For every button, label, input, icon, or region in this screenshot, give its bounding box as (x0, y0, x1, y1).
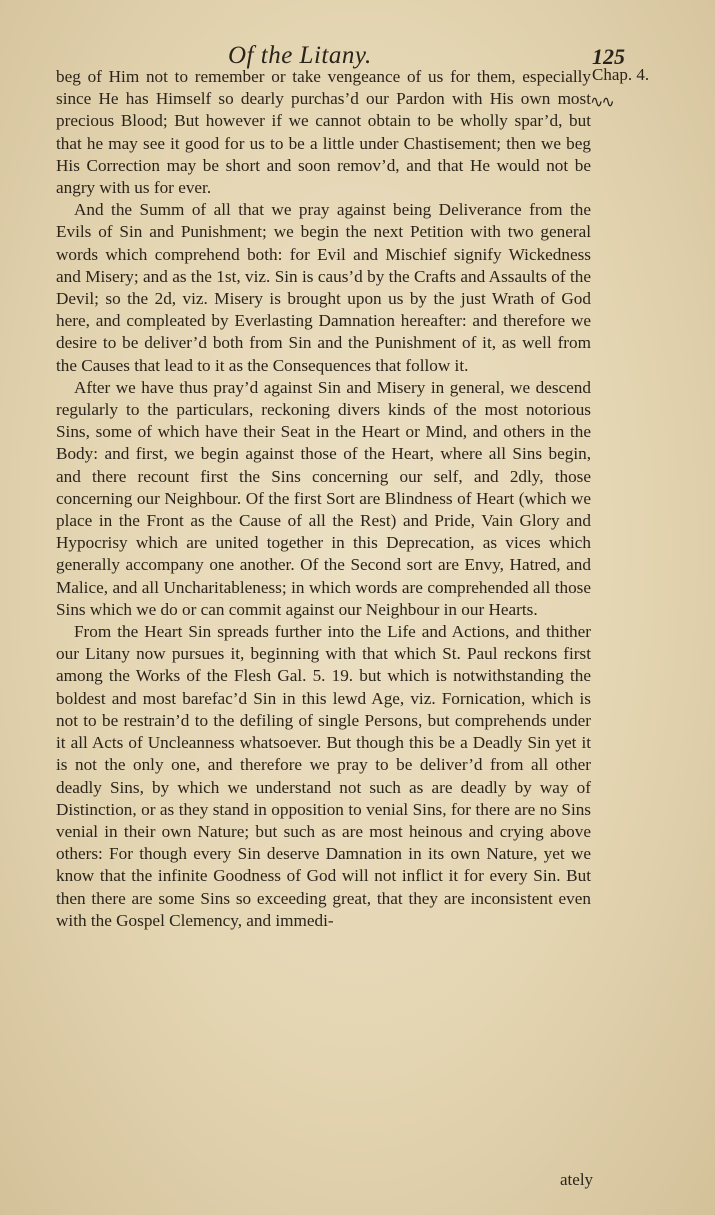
running-title: Of the Litany. (228, 42, 372, 69)
catchword: ately (560, 1170, 594, 1189)
paragraph: From the Heart Sin spreads further into the Life and Actions, and thither our Litany now pursues it, beginning with that which St. Paul reckons first among the Works of the Flesh Gal. 5. 19. but which is notwithstanding the boldest and most barefac’d Sin in this lewd Age, viz. Fornication, which is not to be restrain’d to the defiling of single Persons, but comprehends under it all Acts of Uncleanness whatsoever. But though this be a Deadly Sin yet it is not the only one, and therefore we pray to be deliver’d from all other deadly Sins, by which we understand not such as are deadly by way of Distinction, or as they stand in opposition to venial Sins, for there are no Sins venial in their own Nature; but such as are most heinous and crying above others: For though every Sin deserve Damnation in its own Nature, yet we know that the infinite Goodness of God will not inflict it for every Sin. But then there are some Sins so exceeding great, that they are inconsistent even with the Gospel Clemency, and immedi- (56, 622, 591, 930)
paragraph: After we have thus pray’d against Sin and Misery in general, we descend regularly to the particulars, reckoning divers kinds of the most notorious Sins, some of which have their Seat in the Heart or Mind, and others in the Body: and first, we begin against those of the Heart, where all Sins begin, and there recount first the Sins concerning our self, and 2dly, those concerning our Neighbour. Of the first Sort are Blindness of Heart (which we place in the Front as the Cause of all the Rest) and Pride, Vain Glory and Hypocrisy which are united together in this Deprecation, as vices which generally accompany one another. Of the Second sort are Envy, Hatred, and Malice, and all Uncharitableness; in which words are comprehended all those Sins which we do or can commit against our Neighbour in our Hearts. (56, 377, 591, 619)
body-text (56, 66, 591, 932)
paragraph: And the Summ of all that we pray against being Deliverance from the Evils of Sin and Punishment; we begin the next Petition with two general words which comprehend both: for Evil and Mischief signify Wickedness and Misery; and as the 1st, viz. Sin is caus’d by the Crafts and Assaults of the Devil; so the 2d, viz. Misery is brought upon us by the just Wrath of God here, and compleated by Everlasting Damnation hereafter: and therefore we desire to be deliver’d both from Sin and the Punishment of it, as well from the Causes that lead to it as the Consequences that follow it. (56, 200, 591, 375)
page-number: 125 (592, 44, 625, 69)
chapter-reference: Chap. 4. (592, 65, 650, 84)
paragraph: beg of Him not to remember or take vengeance of us for them, especially since He has Himself so dearly purchas’d our Pardon with His own most precious Blood; But however if we cannot obtain to be wholly spar’d, but that he may see it good for us to be a little under Chastisement; then we beg His Correction may be short and soon remov’d, and that He would not be angry with us for ever. (56, 67, 591, 198)
margin-ornament: ∿∿ (590, 94, 613, 111)
